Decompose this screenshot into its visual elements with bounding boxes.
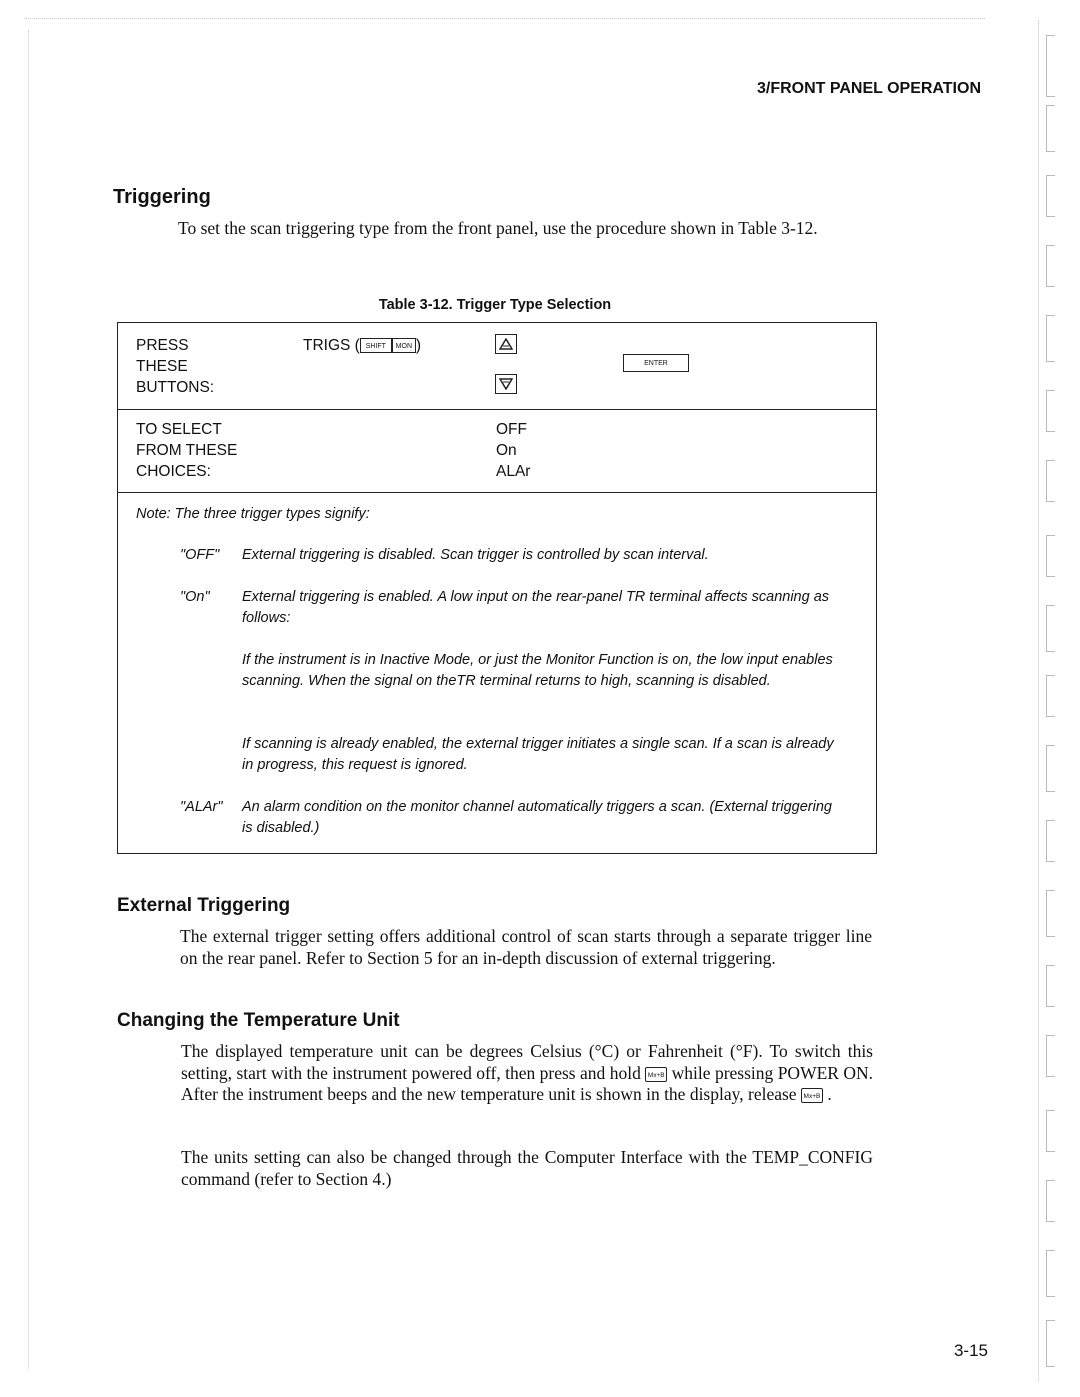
table-caption: Table 3-12. Trigger Type Selection xyxy=(378,297,612,313)
up-arrow-icon xyxy=(499,338,513,350)
binder-tab xyxy=(1046,1320,1055,1367)
note-intro: Note: The three trigger types signify: xyxy=(136,506,370,522)
mxb-key: Mx+B xyxy=(645,1067,667,1082)
binder-tab xyxy=(1046,460,1055,502)
binder-tab xyxy=(1046,1110,1055,1152)
press-label: PRESS THESE BUTTONS: xyxy=(136,337,215,396)
mxb-key: Mx+B xyxy=(801,1088,823,1103)
binder-tab xyxy=(1046,535,1055,577)
external-triggering-body: The external trigger setting offers additional control of scan starts through a separate trigger line on the rear panel. Refer to Section 5 for an in-depth discussion of external triggering. xyxy=(180,926,872,968)
select-label: TO SELECT FROM THESE CHOICES: xyxy=(136,421,238,480)
binder-tab xyxy=(1046,1250,1055,1297)
section-heading-external-triggering: External Triggering xyxy=(117,895,291,916)
note-term-off: "OFF" xyxy=(180,547,220,563)
binder-tab xyxy=(1046,315,1055,362)
section-heading-temperature-unit: Changing the Temperature Unit xyxy=(117,1010,400,1031)
down-arrow-key xyxy=(495,374,517,394)
note-text-on: External triggering is enabled. A low input on the rear-panel TR terminal affects scanning as follows: xyxy=(242,589,830,626)
binder-tab xyxy=(1046,605,1055,652)
page-number: 3-15 xyxy=(953,1341,988,1360)
section-heading-triggering: Triggering xyxy=(113,186,211,208)
temperature-paragraph-1: The displayed temperature unit can be degrees Celsius (°C) or Fahrenheit (°F). To switch this setting, start with the instrument powered off, then press and hold Mx+B while pressing POWER ON. After the instrument beeps and the new temperature unit is shown in the display, release Mx+B . xyxy=(181,1041,874,1104)
note-text-alar: An alarm condition on the monitor channel automatically triggers a scan. (External triggering is disabled.) xyxy=(242,799,832,836)
enter-key: ENTER xyxy=(623,354,689,372)
choice-on: On xyxy=(496,442,517,459)
trigs-key-sequence: TRIGS ( SHIFT MON ) xyxy=(303,337,422,354)
binder-tab xyxy=(1046,1035,1055,1077)
binder-edge xyxy=(1038,20,1039,1380)
note-text-inactive-mode: If the instrument is in Inactive Mode, or just the Monitor Function is on, the low input enables scanning. When the signal on theTR terminal returns to high, scanning is disabled. xyxy=(242,652,833,689)
table-divider xyxy=(118,492,876,493)
choices-list xyxy=(496,419,530,482)
trigs-label: TRIGS ( xyxy=(303,337,360,354)
note-term-on: "On" xyxy=(180,589,210,605)
binder-tab xyxy=(1046,35,1055,97)
binder-tab xyxy=(1046,820,1055,862)
note-term-alar: "ALAr" xyxy=(180,799,223,815)
running-head: 3/FRONT PANEL OPERATION xyxy=(756,80,981,97)
down-arrow-icon xyxy=(499,378,513,390)
binder-tab xyxy=(1046,245,1055,287)
binder-tab xyxy=(1046,390,1055,432)
triggering-intro: To set the scan triggering type from the front panel, use the procedure shown in Table 3-12. xyxy=(178,218,818,238)
table-divider xyxy=(118,409,876,410)
up-arrow-key xyxy=(495,334,517,354)
shift-key: SHIFT xyxy=(360,338,392,353)
note-text-single-scan: If scanning is already enabled, the external trigger initiates a single scan. If a scan is already in progress, this request is ignored. xyxy=(242,736,834,773)
left-scan-edge xyxy=(28,30,29,1370)
binder-tab xyxy=(1046,175,1055,217)
choice-off: OFF xyxy=(496,421,527,438)
note-text-off: External triggering is disabled. Scan trigger is controlled by scan interval. xyxy=(242,547,709,563)
binder-tab xyxy=(1046,1180,1055,1222)
mon-key: MON xyxy=(392,338,416,353)
scan-edge-line xyxy=(25,18,985,19)
temperature-paragraph-2: The units setting can also be changed through the Computer Interface with the TEMP_CONFIG command (refer to Section 4.) xyxy=(181,1147,873,1189)
binder-tab xyxy=(1046,965,1055,1007)
trigger-type-table xyxy=(117,322,877,854)
binder-tab xyxy=(1046,675,1055,717)
binder-tab xyxy=(1046,105,1055,152)
binder-tab xyxy=(1046,745,1055,792)
binder-tab xyxy=(1046,890,1055,937)
choice-alar: ALAr xyxy=(496,463,531,480)
